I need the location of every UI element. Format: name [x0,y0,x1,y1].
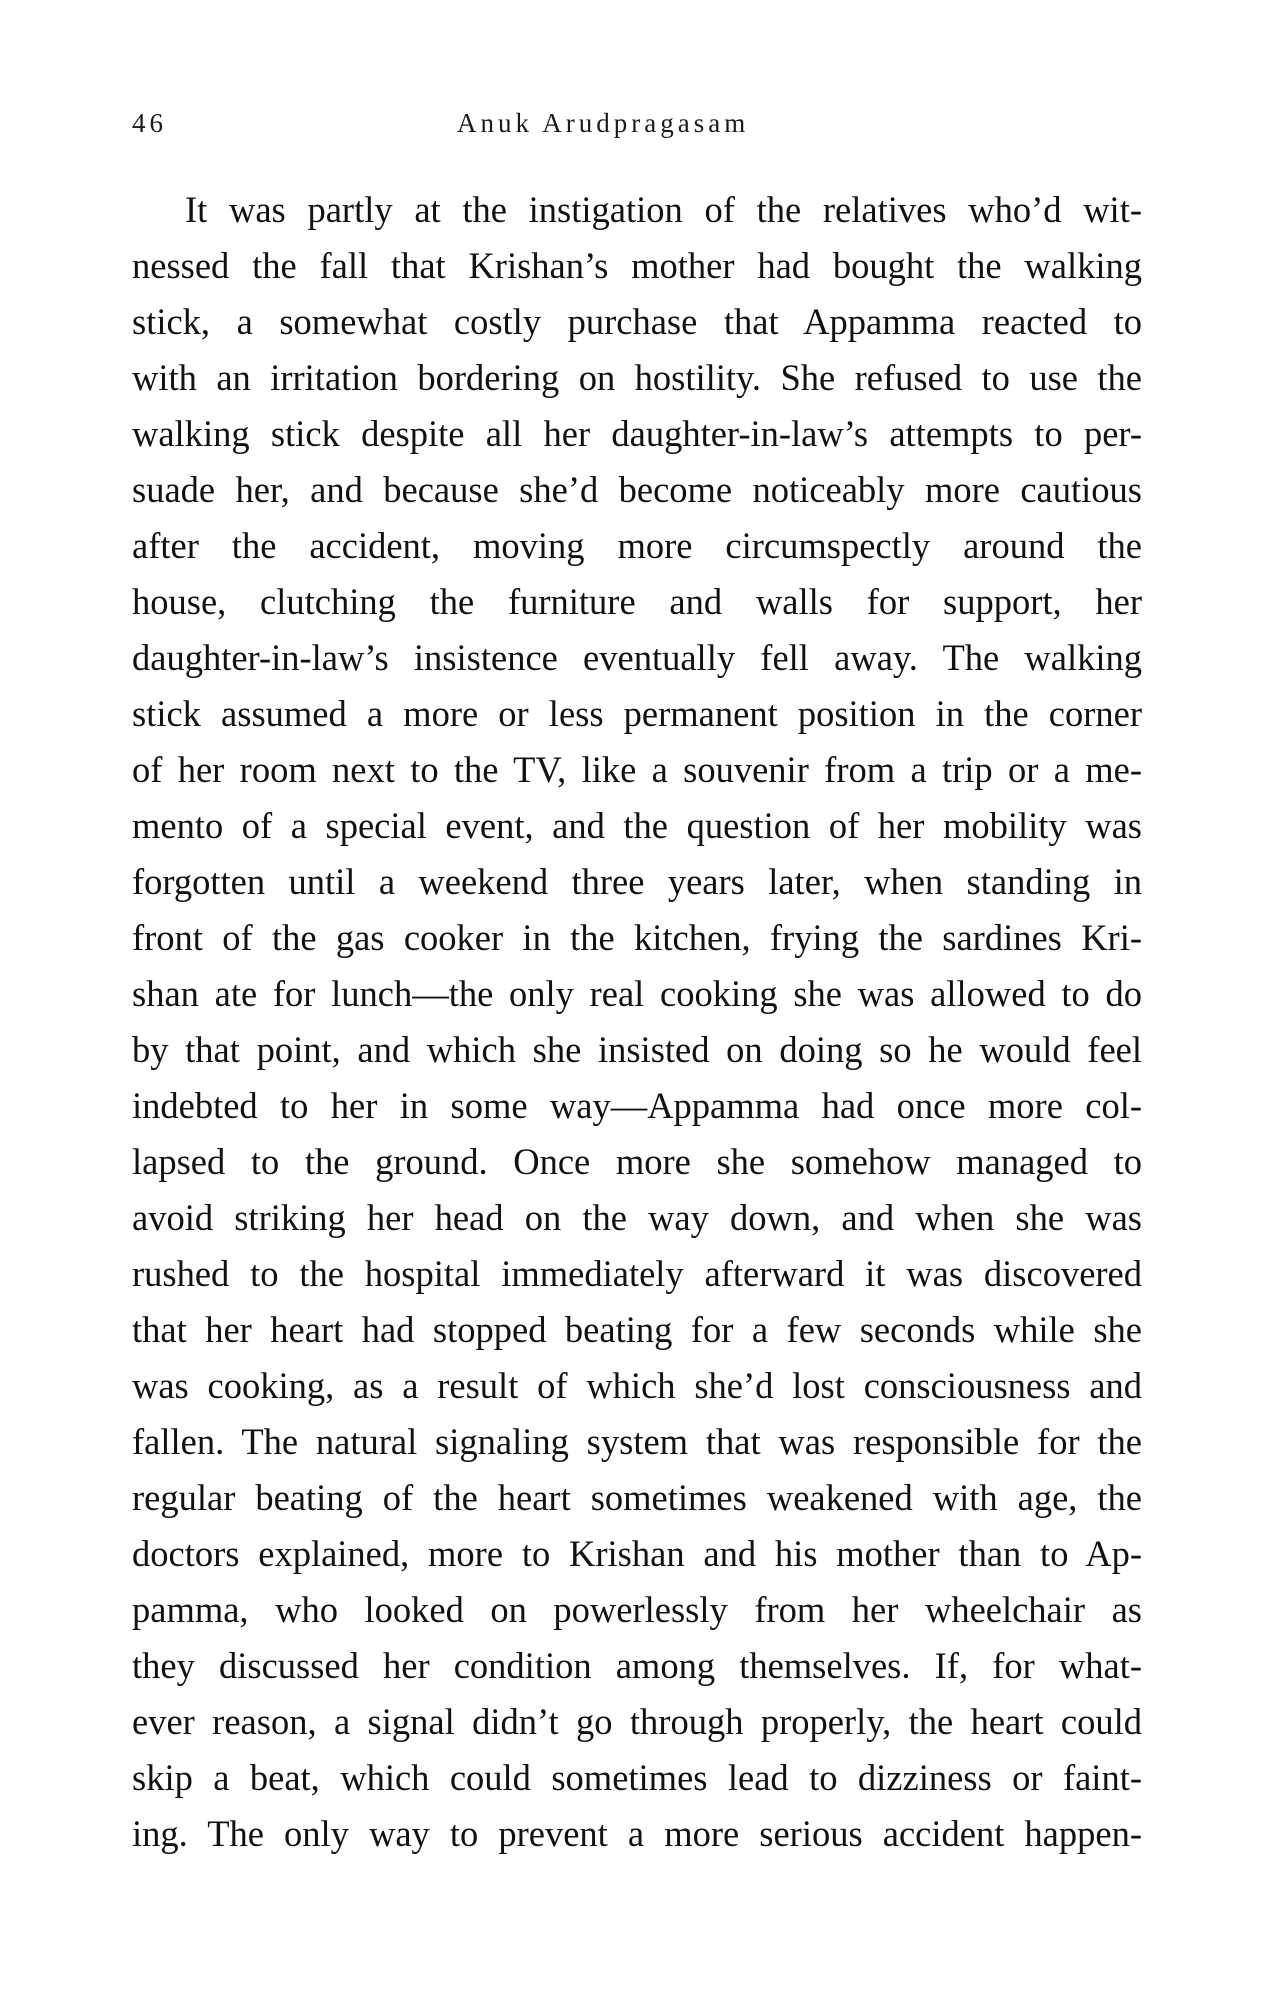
text-line: with an irritation bordering on hostility. She refused to use the [132,357,1142,398]
text-line: mento of a special event, and the question of her mobility was [132,805,1142,846]
text-line: front of the gas cooker in the kitchen, frying the sardines Kri- [132,917,1142,958]
text-line: lapsed to the ground. Once more she somehow managed to [132,1141,1142,1182]
text-line: regular beating of the heart sometimes weakened with age, the [132,1477,1142,1518]
text-line: avoid striking her head on the way down, and when she was [132,1197,1142,1238]
body-paragraph [132,182,1142,1862]
text-line: daughter-in-law’s insistence eventually fell away. The walking [132,637,1142,678]
running-head [132,108,1142,148]
text-line: they discussed her condition among themselves. If, for what- [132,1645,1142,1686]
text-line: that her heart had stopped beating for a few seconds while she [132,1309,1142,1350]
text-line: walking stick despite all her daughter-in-law’s attempts to per- [132,413,1142,454]
running-head-author: Anuk Arudpragasam [457,108,750,138]
text-line: nessed the fall that Krishan’s mother had bought the walking [132,245,1142,286]
text-line: of her room next to the TV, like a souvenir from a trip or a me- [132,749,1142,790]
text-line: pamma, who looked on powerlessly from her wheelchair as [132,1589,1142,1630]
text-line: ing. The only way to prevent a more serious accident happen- [132,1813,1142,1854]
text-line: ever reason, a signal didn’t go through properly, the heart could [132,1701,1142,1742]
text-line: skip a beat, which could sometimes lead to dizziness or faint- [132,1757,1142,1798]
text-line: rushed to the hospital immediately afterward it was discovered [132,1253,1142,1294]
text-line: suade her, and because she’d become noticeably more cautious [132,469,1142,510]
text-line: was cooking, as a result of which she’d lost consciousness and [132,1365,1142,1406]
text-line: stick, a somewhat costly purchase that Appamma reacted to [132,301,1142,342]
text-line: forgotten until a weekend three years later, when standing in [132,861,1142,902]
text-line: It was partly at the instigation of the relatives who’d wit- [185,189,1142,230]
text-line: fallen. The natural signaling system that was responsible for the [132,1421,1142,1462]
text-line: shan ate for lunch—the only real cooking she was allowed to do [132,973,1142,1014]
text-line: stick assumed a more or less permanent position in the corner [132,693,1142,734]
text-line: after the accident, moving more circumspectly around the [132,525,1142,566]
text-line: doctors explained, more to Krishan and his mother than to Ap- [132,1533,1142,1574]
text-line: by that point, and which she insisted on doing so he would feel [132,1029,1142,1070]
text-line: house, clutching the furniture and walls for support, her [132,581,1142,622]
text-line: indebted to her in some way—Appamma had once more col- [132,1085,1142,1126]
page-number: 46 [132,108,167,138]
